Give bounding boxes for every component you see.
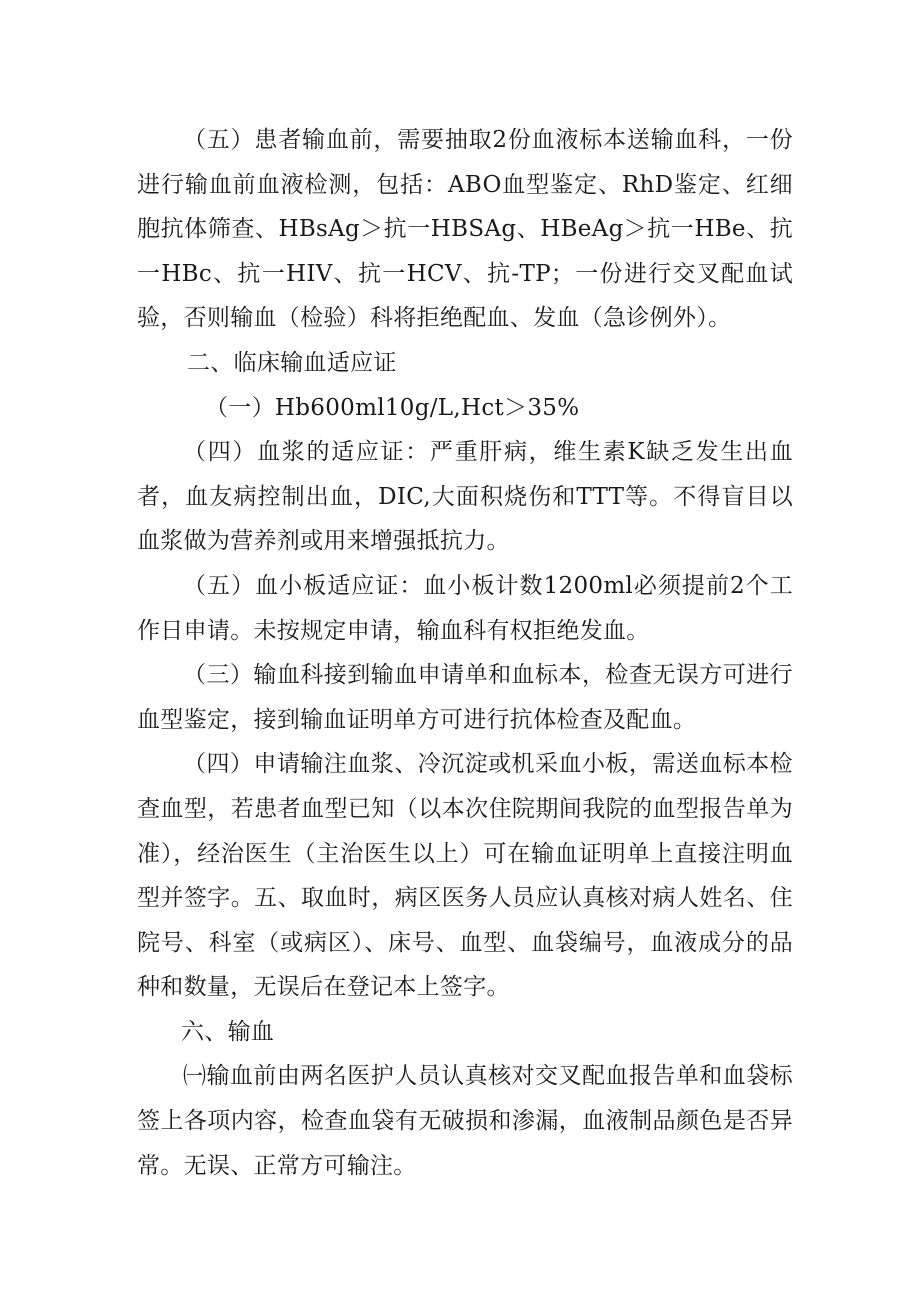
paragraph-platelet-indications: （五）血小板适应证：血小板计数1200ml必须提前2个工作日申请。未按规定申请，输血科有权拒绝发血。 <box>137 572 793 644</box>
paragraph-blood-typing: （三）输血科接到输血申请单和血标本，检查无误方可进行血型鉴定，接到输血证明单方可进行抗体检查及配血。 <box>137 662 793 733</box>
section-heading-indications: 二、临床输血适应证 <box>187 349 397 376</box>
section-heading-transfusion: 六、输血 <box>181 1018 275 1045</box>
paragraph-transfusion-check: ㈠输血前由两名医护人员认真核对交叉配血报告单和血袋标签上各项内容，检查血袋有无破损和渗漏，血液制品颜色是否异常。无误、正常方可输注。 <box>137 1063 793 1179</box>
paragraph-plasma-indications: （四）血浆的适应证：严重肝病，维生素K缺乏发生出血者，血友病控制出血，DIC,大面积烧伤和TTT等。不得盲目以血浆做为营养剂或用来增强抵抗力。 <box>137 439 793 555</box>
paragraph-plasma-request-and-pickup: （四）申请输注血浆、冷沉淀或机采血小板，需送血标本检查血型，若患者血型已知（以本次住院期间我院的血型报告单为准），经治医生（主治医生以上）可在输血证明单上直接注明血型并签字。五、取血时，病区医务人员应认真核对病人姓名、住院号、科室（或病区）、床号、血型、血袋编号，血液成分的品种和数量，无误后在登记本上签字。 <box>137 751 793 1001</box>
paragraph-hb-hct: （一）Hb600ml10g/L,Hct＞35% <box>205 394 580 421</box>
document-body <box>137 118 793 1188</box>
paragraph-pre-transfusion-samples: （五）患者输血前，需要抽取2份血液标本送输血科，一份进行输血前血液检测，包括：ABO血型鉴定、RhD鉴定、红细胞抗体筛查、HBsAg＞抗一HBSAg、HBeAg＞抗一HBe、抗一HBc、抗一HIV、抗一HCV、抗-TP；一份进行交叉配血试验，否则输血（检验）科将拒绝配血、发血（急诊例外）。 <box>137 127 793 332</box>
